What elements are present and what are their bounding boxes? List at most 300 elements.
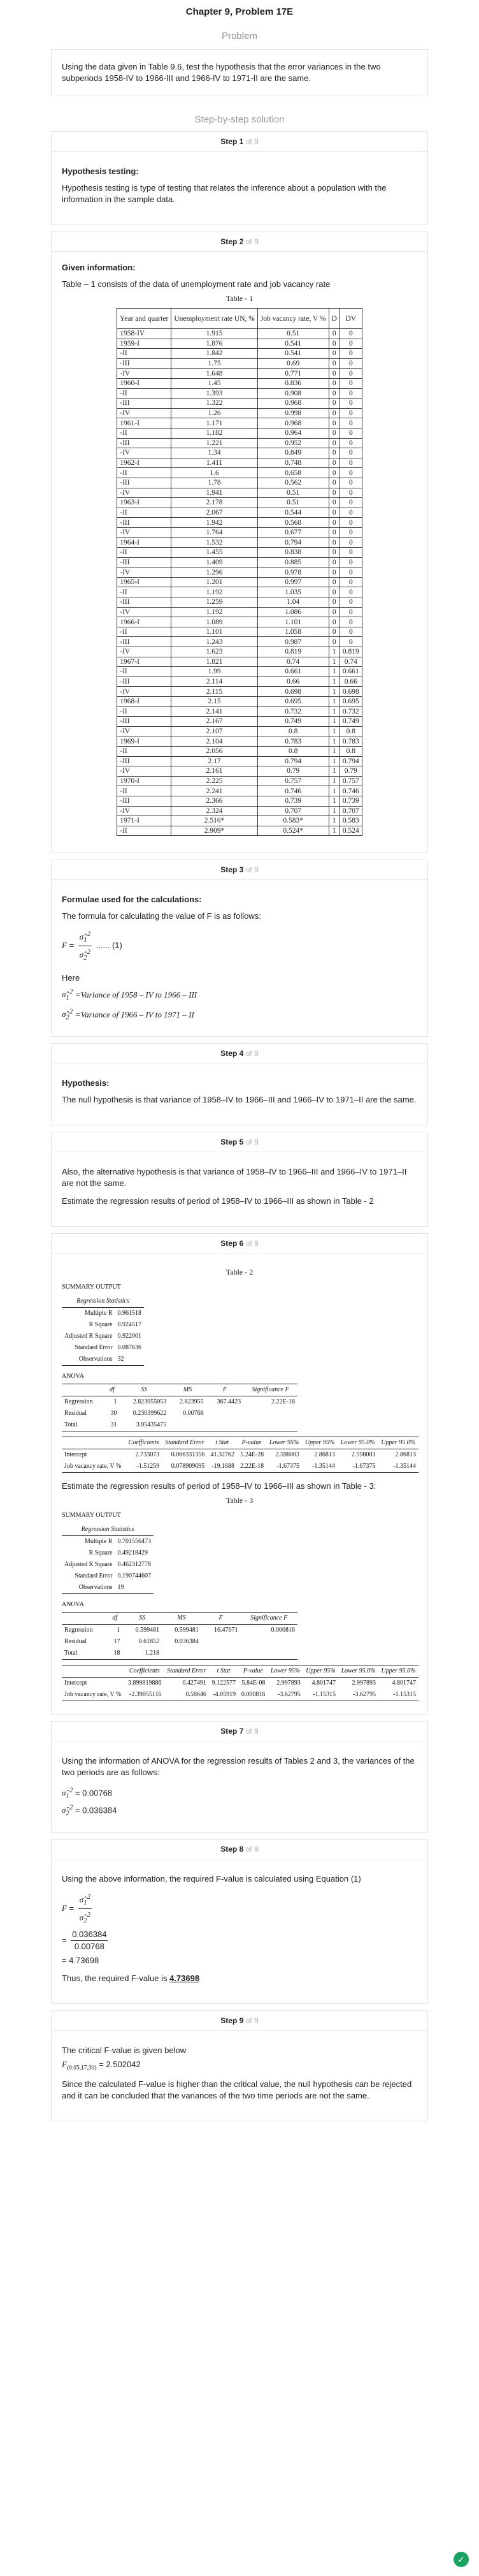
table-cell: 0.661: [257, 667, 329, 677]
table-cell: 1.101: [171, 627, 257, 637]
table-cell: 0.968: [257, 418, 329, 428]
table-cell: 0: [340, 597, 362, 608]
table-cell: 1.941: [171, 488, 257, 498]
step-2-heading: Given information:: [62, 263, 136, 272]
table-cell: 1.221: [171, 438, 257, 448]
table-cell: 0: [329, 617, 340, 627]
step-3-heading: Formulae used for the calculations:: [62, 895, 202, 905]
table-cell: 2.056: [171, 746, 257, 756]
step-3-header: Step 3 of 9: [52, 860, 427, 880]
f-approx: = 4.73698: [62, 1955, 99, 1965]
table-cell: 1.192: [171, 607, 257, 617]
rs-label: R Square: [89, 1321, 113, 1328]
table-row: [117, 388, 362, 399]
table-cell: 1: [329, 647, 340, 657]
table-cell: 0.819: [257, 647, 329, 657]
table-cell: 1.75: [171, 358, 257, 369]
table-row: [117, 567, 362, 578]
coef-header: Upper 95.0%: [378, 1665, 418, 1677]
rs-title: Regression Statistics: [62, 1524, 154, 1536]
table-cell: 0: [329, 358, 340, 369]
coef-cell: Job vacancy rate, V %: [62, 1461, 125, 1473]
table-cell: 1: [329, 717, 340, 727]
anova-cell: [240, 1648, 297, 1660]
table-1-caption: Table - 1: [225, 294, 254, 303]
summary-title: SUMMARY OUTPUT: [62, 1511, 121, 1519]
table-cell: -III: [117, 557, 171, 567]
solution-heading: Step-by-step solution: [194, 114, 285, 125]
anova-row: [62, 1648, 297, 1660]
rs-value: 0.924517: [117, 1321, 142, 1328]
rs-value: 0.087636: [117, 1343, 142, 1351]
table-cell: 1: [329, 657, 340, 667]
table-cell: 0.524*: [257, 826, 329, 836]
table-cell: 1.296: [171, 567, 257, 578]
coef-cell: -3.62795: [338, 1689, 378, 1701]
table-cell: -IV: [117, 647, 171, 657]
rs-label: Observations: [62, 1582, 115, 1594]
table-cell: -II: [117, 706, 171, 717]
anova-header: df: [104, 1384, 119, 1396]
table-row: [117, 766, 362, 777]
anova-cell: 31: [104, 1419, 119, 1431]
step-4-card: [51, 1043, 428, 1125]
anova-cell: [206, 1419, 243, 1431]
table-cell: 2.104: [171, 736, 257, 747]
anova-cell: [240, 1636, 297, 1648]
table-cell: 1.78: [171, 478, 257, 488]
table-cell: 0: [340, 458, 362, 468]
table-cell: -III: [117, 597, 171, 608]
table-cell: 0.51: [257, 488, 329, 498]
anova-cell: 16.47671: [213, 1626, 238, 1634]
table-row: [117, 527, 362, 538]
table-cell: 0: [340, 399, 362, 409]
table-row: [117, 548, 362, 558]
coef-header: Standard Error: [162, 1437, 207, 1449]
table-cell: -III: [117, 358, 171, 369]
table-cell: 1.623: [171, 647, 257, 657]
table-row: [117, 399, 362, 409]
table-cell: 0.695: [340, 696, 362, 706]
table-cell: 0: [329, 378, 340, 388]
table-cell: 0.74: [257, 657, 329, 667]
table-cell: -IV: [117, 766, 171, 777]
table-cell: 1: [329, 706, 340, 717]
table-cell: -IV: [117, 488, 171, 498]
table-row: [117, 756, 362, 766]
table-cell: 1: [329, 776, 340, 786]
f-value-result: 4.73698: [169, 1973, 200, 1983]
rs-row: [62, 1570, 154, 1582]
table-cell: 0.739: [340, 796, 362, 806]
coef-cell: 5.84E-08: [241, 1679, 266, 1687]
table-cell: 0.541: [257, 339, 329, 349]
rs-label: Adjusted R Square: [64, 1332, 113, 1340]
anova-title: ANOVA: [62, 1372, 84, 1380]
table-cell: -IV: [117, 527, 171, 538]
table-row: [117, 488, 362, 498]
table-cell: 1.411: [171, 458, 257, 468]
table-cell: 0: [340, 567, 362, 578]
coef-cell: 3.899819886: [127, 1679, 162, 1687]
coef-cell: 4.801747: [311, 1679, 336, 1687]
table-row: [117, 607, 362, 617]
table-row: [117, 369, 362, 379]
step-3-text: The formula for calculating the value of F is as follows:: [62, 911, 261, 921]
anova-row: [62, 1396, 297, 1408]
table-cell: 0: [340, 587, 362, 597]
table-cell: 0.544: [257, 508, 329, 518]
table-cell: -IV: [117, 567, 171, 578]
table-cell: 1.393: [171, 388, 257, 399]
table-cell: 0: [340, 369, 362, 379]
rs-label: R Square: [89, 1549, 113, 1556]
table-cell: 1.322: [171, 399, 257, 409]
step-4-heading: Hypothesis:: [62, 1078, 110, 1088]
step-9-card: [51, 2010, 428, 2122]
step-8-text: Using the above information, the required F-value is calculated using Equation (1): [62, 1873, 361, 1884]
table-cell: 0: [329, 548, 340, 558]
coef-header: Lower 95.0%: [338, 1665, 378, 1677]
equation-label: ...... (1): [96, 940, 122, 951]
table-cell: -II: [117, 746, 171, 756]
regression-statistics: [62, 1524, 154, 1594]
rs-row: [62, 1307, 144, 1319]
coef-header: t Stat: [209, 1665, 238, 1677]
table-row: [117, 478, 362, 488]
table-3-caption: Table - 3: [225, 1495, 254, 1505]
table-cell: 0.794: [257, 538, 329, 548]
table-cell: 0: [340, 508, 362, 518]
table-cell: -II: [117, 786, 171, 796]
table-cell: 0: [329, 418, 340, 428]
coef-header: Lower 95%: [268, 1665, 303, 1677]
coef-row: [62, 1677, 418, 1689]
step-8-conclusion: Thus, the required F-value is 4.73698: [62, 1973, 200, 1983]
table-cell: 1.6: [171, 468, 257, 478]
table-cell: 1967-I: [117, 657, 171, 667]
definition-2: $\sigmâ_2^2$ =Variance of 1966 – IV to 1971 – II: [62, 1008, 194, 1021]
table-cell: 0: [340, 478, 362, 488]
table-cell: 1960-I: [117, 378, 171, 388]
coef-header: P-value: [238, 1665, 268, 1677]
table-cell: 1: [329, 677, 340, 687]
table-cell: 1.26: [171, 408, 257, 418]
step-8-header: Step 8 of 9: [52, 1840, 427, 1859]
anova-cell: 1: [117, 1626, 120, 1634]
table-cell: 0.583: [340, 816, 362, 826]
table-1-header: Unemployment rate UN, %: [171, 309, 257, 329]
anova-cell: Regression: [64, 1626, 93, 1634]
table-cell: 0: [340, 577, 362, 587]
coef-row: [62, 1461, 418, 1473]
table-cell: -II: [117, 826, 171, 836]
coef-cell: -1.15315: [378, 1689, 418, 1701]
coef-header: Coefficients: [125, 1437, 162, 1449]
table-1-header: DV: [340, 309, 362, 329]
step-9-text-2: Since the calculated F-value is higher than the critical value, the null hypothesis can be rejected and it can be concluded that the variances of the two time periods are not the same.: [62, 2079, 412, 2101]
table-row: [117, 677, 362, 687]
table-cell: 0: [340, 607, 362, 617]
table-row: [117, 726, 362, 736]
coef-cell: 0.066331356: [171, 1451, 205, 1458]
table-cell: 0: [329, 349, 340, 359]
variance-2: $\sigmâ_2^2 = 0.036384$: [62, 1803, 117, 1817]
table-cell: 1: [329, 667, 340, 677]
table-cell: -II: [117, 428, 171, 438]
table-cell: 1.259: [171, 597, 257, 608]
table-row: [117, 518, 362, 528]
table-row: [117, 458, 362, 468]
rs-label: Adjusted R Square: [64, 1560, 113, 1568]
table-row: [117, 538, 362, 548]
table-cell: 0.998: [257, 408, 329, 418]
coef-cell: 5.24E-28: [240, 1451, 264, 1458]
table-2: [62, 1282, 417, 1473]
rs-value: 0.922001: [117, 1332, 142, 1340]
step-2-text: Table – 1 consists of the data of unemployment rate and job vacancy rate: [62, 279, 331, 289]
table-cell: 2.225: [171, 776, 257, 786]
table-cell: -III: [117, 438, 171, 448]
anova-cell: 3.05435475: [120, 1419, 169, 1431]
table-cell: 0: [329, 448, 340, 458]
coef-header: Upper 95%: [303, 1665, 338, 1677]
coef-cell: Intercept: [64, 1679, 87, 1687]
table-cell: 0: [340, 488, 362, 498]
table-cell: 1963-I: [117, 498, 171, 508]
table-cell: 1965-I: [117, 577, 171, 587]
coef-cell: 2.86813: [395, 1451, 416, 1458]
table-cell: 1.34: [171, 448, 257, 458]
table-cell: 0: [329, 339, 340, 349]
anova-cell: 367.4423: [217, 1398, 241, 1405]
coef-header: Upper 95.0%: [378, 1437, 418, 1449]
table-cell: 0.66: [257, 677, 329, 687]
table-cell: -IV: [117, 687, 171, 697]
anova-cell: Residual: [64, 1409, 87, 1417]
coef-cell: -1.35144: [302, 1461, 338, 1473]
table-cell: 0: [340, 339, 362, 349]
anova-header: F: [201, 1612, 241, 1624]
table-cell: 2.366: [171, 796, 257, 806]
critical-f: $F_{(0.05,17,30)} = 2.502042$: [62, 2059, 141, 2072]
table-cell: 0.541: [257, 349, 329, 359]
table-cell: 2.067: [171, 508, 257, 518]
table-row: [117, 736, 362, 747]
table-cell: 1958-IV: [117, 329, 171, 339]
table-cell: 1.243: [171, 637, 257, 647]
rs-label: Standard Error: [75, 1343, 113, 1351]
table-row: [117, 428, 362, 438]
coef-header: t Stat: [207, 1437, 237, 1449]
table-cell: 0: [329, 508, 340, 518]
coef-cell: 2.86813: [314, 1451, 335, 1458]
step-7-header: Step 7 of 9: [52, 1722, 427, 1741]
table-row: [117, 349, 362, 359]
table-cell: 0.748: [257, 458, 329, 468]
anova-cell: 2.22E-18: [271, 1398, 295, 1405]
table-row: [117, 508, 362, 518]
coef-cell: 2.997893: [276, 1679, 301, 1687]
table-2-caption: Table - 2: [225, 1267, 254, 1277]
anova-cell: 18: [107, 1648, 122, 1660]
table-cell: 0: [329, 607, 340, 617]
coef-cell: -1.67375: [338, 1461, 378, 1473]
table-cell: 1.942: [171, 518, 257, 528]
table-cell: 0.838: [257, 548, 329, 558]
anova-cell: 17: [113, 1637, 120, 1645]
rs-row: [62, 1354, 144, 1366]
coef-cell: 0.58646: [164, 1689, 208, 1701]
table-cell: 1962-I: [117, 458, 171, 468]
table-row: [117, 408, 362, 418]
table-row: [117, 617, 362, 627]
table-cell: 1971-I: [117, 816, 171, 826]
checkmark-icon[interactable]: ✓: [454, 2552, 469, 2567]
table-cell: 1: [329, 796, 340, 806]
coef-cell: Intercept: [64, 1451, 87, 1458]
table-cell: 1968-I: [117, 696, 171, 706]
table-cell: 2.107: [171, 726, 257, 736]
table-cell: 0.8: [340, 746, 362, 756]
anova-cell: 0.000816: [271, 1626, 295, 1634]
table-cell: 0: [340, 548, 362, 558]
coef-cell: 2.733073: [135, 1451, 160, 1458]
summary-title: SUMMARY OUTPUT: [62, 1283, 121, 1291]
anova-cell: Residual: [64, 1637, 87, 1645]
table-cell: 0.562: [257, 478, 329, 488]
coef-cell: -1.67375: [266, 1461, 302, 1473]
table-cell: 0.695: [257, 696, 329, 706]
table-cell: 1.876: [171, 339, 257, 349]
table-3: [62, 1510, 417, 1701]
table-cell: 0: [329, 567, 340, 578]
table-cell: 1.915: [171, 329, 257, 339]
coef-cell: 9.122577: [211, 1679, 236, 1687]
rs-row: [62, 1559, 154, 1570]
table-cell: 0: [329, 637, 340, 647]
anova-cell: 0.61852: [138, 1637, 160, 1645]
table-cell: 1.04: [257, 597, 329, 608]
table-cell: 0: [340, 428, 362, 438]
table-cell: -III: [117, 399, 171, 409]
table-cell: 0.783: [340, 736, 362, 747]
f-formula: F = $\frac{\sigmâ_1^2}{\sigmâ_2^2}$: [62, 1891, 417, 1926]
coef-row: [62, 1449, 418, 1461]
table-cell: 1964-I: [117, 538, 171, 548]
table-row: [117, 378, 362, 388]
anova-row: [62, 1419, 297, 1431]
coef-cell: -3.62795: [268, 1689, 303, 1701]
table-row: [117, 587, 362, 597]
coef-cell: 41.32762: [210, 1451, 234, 1458]
table-cell: 0: [329, 627, 340, 637]
step-1-header: Step 1 of 9: [52, 132, 427, 152]
table-cell: 1.089: [171, 617, 257, 627]
anova-cell: 2.823955053: [132, 1398, 167, 1405]
table-cell: 0.987: [257, 637, 329, 647]
table-cell: 0.952: [257, 438, 329, 448]
table-cell: 0.771: [257, 369, 329, 379]
table-cell: -III: [117, 637, 171, 647]
anova-cell: 0.599481: [135, 1626, 160, 1634]
table-cell: -II: [117, 548, 171, 558]
table-cell: 1.035: [257, 587, 329, 597]
table-cell: 1.99: [171, 667, 257, 677]
table-row: [117, 339, 362, 349]
anova-cell: 0.00768: [183, 1409, 204, 1417]
anova-cell: 1.218: [122, 1648, 162, 1660]
anova-row: [62, 1408, 297, 1419]
table-cell: 0.749: [257, 717, 329, 727]
table-cell: 0: [329, 408, 340, 418]
coef-cell: 2.997893: [352, 1679, 376, 1687]
coef-cell: 2.598003: [275, 1451, 299, 1458]
table-cell: 1.201: [171, 577, 257, 587]
rs-value: 0.961518: [117, 1309, 142, 1317]
coef-cell: -1.35144: [378, 1461, 418, 1473]
problem-text: Using the data given in Table 9.6, test the hypothesis that the error variances in the two subperiods 1958-IV to 1966-III and 1966-IV to 1971-II are the same.: [62, 62, 381, 83]
anova-header: F: [206, 1384, 243, 1396]
table-cell: 0: [329, 597, 340, 608]
table-cell: 1.455: [171, 548, 257, 558]
coef-cell: -2.39055116: [125, 1689, 164, 1701]
table-cell: 1: [329, 826, 340, 836]
table-cell: 0: [340, 468, 362, 478]
table-cell: 0: [340, 498, 362, 508]
table-row: [117, 468, 362, 478]
table-cell: -II: [117, 468, 171, 478]
table-cell: 0.661: [340, 667, 362, 677]
rs-label: Multiple R: [84, 1309, 113, 1317]
table-cell: 0.794: [257, 756, 329, 766]
table-row: [117, 637, 362, 647]
table-cell: 0: [329, 438, 340, 448]
table-cell: 0.677: [257, 527, 329, 538]
coef-row: [62, 1689, 418, 1701]
table-cell: 0.568: [257, 518, 329, 528]
table-cell: 0.69: [257, 358, 329, 369]
table-cell: 1.182: [171, 428, 257, 438]
table-row: [117, 647, 362, 657]
table-cell: 0: [329, 488, 340, 498]
table-cell: 0: [340, 349, 362, 359]
anova-cell: Total: [62, 1419, 104, 1431]
formula-f: F = $\frac{\sigmâ_1^2}{\sigmâ_2^2}$ ...... (1): [62, 928, 417, 963]
table-cell: 0: [329, 557, 340, 567]
table-cell: 1: [329, 816, 340, 826]
table-cell: 0.732: [340, 706, 362, 717]
f-substitution: = $\frac{0.036384}{0.00768}$: [62, 1929, 107, 1951]
table-row: [117, 717, 362, 727]
coef-cell: 0.000816: [238, 1689, 268, 1701]
table-cell: 0.757: [340, 776, 362, 786]
table-cell: 0.524: [340, 826, 362, 836]
step-1-heading: Hypothesis testing:: [62, 166, 139, 176]
regression-statistics: [62, 1296, 144, 1366]
table-cell: 1.086: [257, 607, 329, 617]
table-cell: 0.997: [257, 577, 329, 587]
step-7-text: Using the information of ANOVA for the regression results of Tables 2 and 3, the variances of the two periods are as follows:: [62, 1755, 415, 1777]
table-row: [117, 746, 362, 756]
table-cell: 0: [329, 527, 340, 538]
problem-card: [51, 49, 428, 96]
anova-table: [62, 1612, 297, 1660]
anova-cell: 0.599481: [175, 1626, 199, 1634]
step-9-header: Step 9 of 9: [52, 2011, 427, 2031]
table-row: [117, 776, 362, 786]
